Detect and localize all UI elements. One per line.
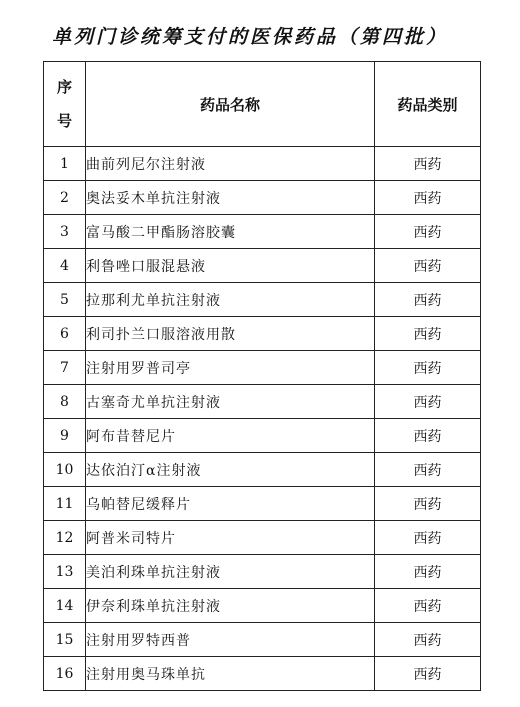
drug-name: 注射用奥马珠单抗	[86, 657, 375, 691]
drug-name: 伊奈利珠单抗注射液	[86, 589, 375, 623]
table-row	[44, 215, 481, 249]
table-row	[44, 657, 481, 691]
drug-name: 乌帕替尼缓释片	[86, 487, 375, 521]
table-row	[44, 317, 481, 351]
drug-name: 美泊利珠单抗注射液	[86, 555, 375, 589]
drug-category: 西药	[375, 283, 481, 317]
table-row	[44, 589, 481, 623]
row-number: 3	[44, 215, 86, 249]
row-number: 1	[44, 147, 86, 181]
table-row	[44, 521, 481, 555]
drug-category: 西药	[375, 181, 481, 215]
drug-name: 注射用罗特西普	[86, 623, 375, 657]
row-number: 12	[44, 521, 86, 555]
drug-name: 利鲁唑口服混悬液	[86, 249, 375, 283]
drug-category: 西药	[375, 147, 481, 181]
drug-name: 奥法妥木单抗注射液	[86, 181, 375, 215]
row-number: 8	[44, 385, 86, 419]
drug-name: 拉那利尤单抗注射液	[86, 283, 375, 317]
table-row	[44, 147, 481, 181]
header-drug-category: 药品类别	[375, 62, 481, 147]
table-row	[44, 181, 481, 215]
drug-category: 西药	[375, 657, 481, 691]
drug-category: 西药	[375, 249, 481, 283]
drug-name: 富马酸二甲酯肠溶胶囊	[86, 215, 375, 249]
drug-name: 古塞奇尤单抗注射液	[86, 385, 375, 419]
drug-category: 西药	[375, 317, 481, 351]
header-drug-name: 药品名称	[86, 62, 375, 147]
drug-category: 西药	[375, 623, 481, 657]
row-number: 5	[44, 283, 86, 317]
drug-name: 达依泊汀α注射液	[86, 453, 375, 487]
table-row	[44, 487, 481, 521]
row-number: 7	[44, 351, 86, 385]
table-row	[44, 623, 481, 657]
row-number: 13	[44, 555, 86, 589]
table-row	[44, 555, 481, 589]
drug-category: 西药	[375, 419, 481, 453]
table-row	[44, 283, 481, 317]
drug-category: 西药	[375, 487, 481, 521]
drug-name: 曲前列尼尔注射液	[86, 147, 375, 181]
drug-category: 西药	[375, 521, 481, 555]
row-number: 4	[44, 249, 86, 283]
drug-list-table	[43, 61, 481, 691]
drug-name: 注射用罗普司亭	[86, 351, 375, 385]
row-number: 11	[44, 487, 86, 521]
header-serial-number: 序号	[44, 62, 86, 147]
row-number: 10	[44, 453, 86, 487]
drug-name: 阿普米司特片	[86, 521, 375, 555]
drug-name: 利司扑兰口服溶液用散	[86, 317, 375, 351]
row-number: 2	[44, 181, 86, 215]
row-number: 15	[44, 623, 86, 657]
drug-name: 阿布昔替尼片	[86, 419, 375, 453]
drug-category: 西药	[375, 555, 481, 589]
drug-category: 西药	[375, 351, 481, 385]
table-row	[44, 419, 481, 453]
table-row	[44, 453, 481, 487]
document-title: 单列门诊统筹支付的医保药品（第四批）	[52, 26, 449, 48]
drug-category: 西药	[375, 215, 481, 249]
row-number: 16	[44, 657, 86, 691]
drug-category: 西药	[375, 453, 481, 487]
row-number: 9	[44, 419, 86, 453]
table-row	[44, 351, 481, 385]
drug-category: 西药	[375, 385, 481, 419]
table-header-row	[44, 62, 481, 147]
drug-category: 西药	[375, 589, 481, 623]
row-number: 6	[44, 317, 86, 351]
table-row	[44, 249, 481, 283]
table-row	[44, 385, 481, 419]
row-number: 14	[44, 589, 86, 623]
